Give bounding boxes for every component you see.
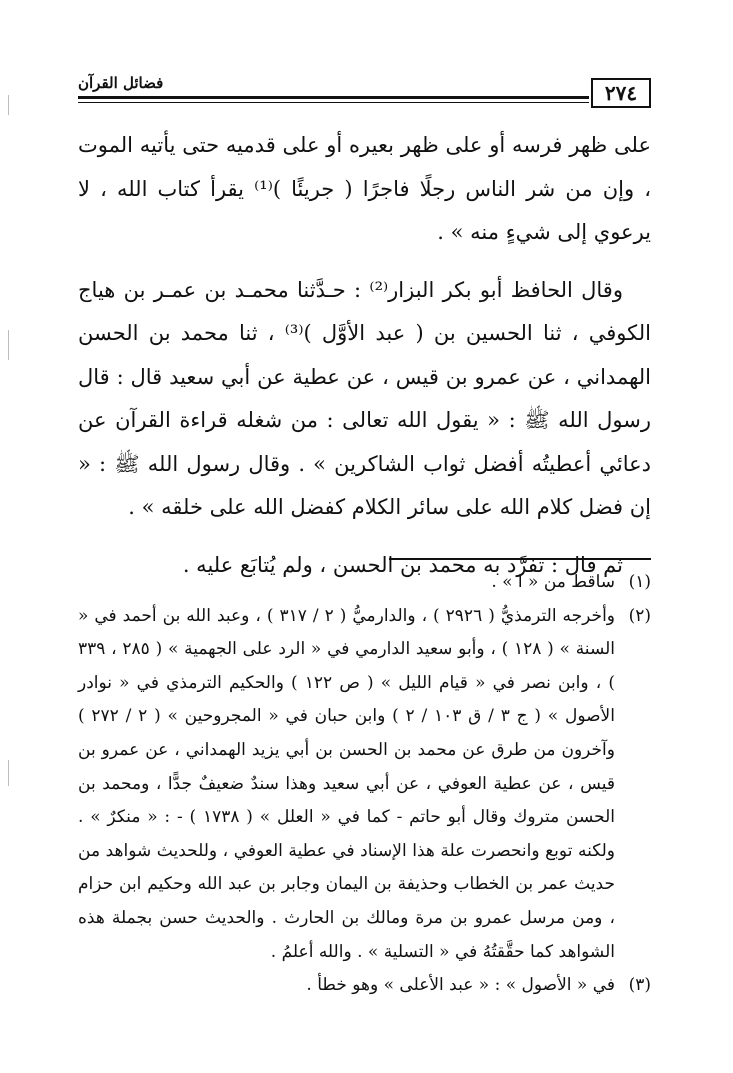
footnote-text: في « الأصول » : « عبد الأعلى » وهو خطأ . xyxy=(306,975,615,996)
header-rule-thin xyxy=(78,102,589,103)
gutter-mark xyxy=(8,95,9,115)
gutter-mark xyxy=(8,760,9,786)
footnote-item xyxy=(78,969,651,1003)
footnote-number: (٣) xyxy=(628,975,651,996)
paragraph: وقال الحافظ أبو بكر البزار⁽²⁾ : حـدَّثنا محمـد بن عمـر بن هياج الكوفي ، ثنا الحسين بن ( عبد الأوَّل )⁽³⁾ ، ثنا محمد بن الحسن الهمداني ، عن عمرو بن قيس ، عن عطية عن أبي سعيد قال : قال رسول الله ﷺ : « يقول الله تعالى : من شغله قراءة القرآن عن دعائي أعطيتُه أفضل ثواب الشاكرين » . وقال رسول الله ﷺ : « إن فضل كلام الله على سائر الكلام كفضل الله على خلقه » . xyxy=(78,277,651,519)
footnote-text: وأخرجه الترمذيُّ ( ٢٩٢٦ ) ، والدارميُّ ( ٢ / ٣١٧ ) ، وعبد الله بن أحمد في « السنة » ( ١٢٨ ) ، وأبو سعيد الدارمي في « الرد على الجهمية » ( ٢٨٥ ، ٣٣٩ ) ، وابن نصر في « قيام الليل » ( ص ١٢٢ ) والحكيم الترمذي في « نوادر الأصول » ( ج ٣ / ق ١٠٣ / ٢ ) وابن حبان في « المجروحين » ( ٢ / ٢٧٢ ) وآخرون من طرق عن محمد بن الحسن بن أبي يزيد الهمداني ، عن عمرو بن قيس ، عن عطية العوفي ، عن أبي سعيد وهذا سندٌ ضعيفٌ جدًّا ، ومحمد بن الحسن متروك وقال أبو حاتم - كما في « العلل » ( ١٧٣٨ ) - : « منكرٌ » . ولكنه توبع وانحصرت علة هذا الإسناد في عطية العوفي ، وللحديث شواهد من حديث عمر بن الخطاب وحذيفة بن اليمان وجابر بن عبد الله وحكيم ابن حزام ، ومن مرسل عمرو بن مرة ومالك بن الحارث . والحديث حسن بجملة هذه الشواهد كما حقَّقتُهُ في « التسلية » . والله أعلمُ . xyxy=(78,605,616,962)
header-rule-thick xyxy=(78,96,589,99)
page-header xyxy=(78,72,651,112)
footnote-item xyxy=(78,600,651,970)
gutter-mark xyxy=(8,330,9,360)
paragraph: على ظهر فرسه أو على ظهر بعيره أو على قدميه حتى يأتيه الموت ، وإن من شر الناس رجلًا فاجرًا ( جريئًا )⁽¹⁾ يقرأ كتاب الله ، لا يرعوي إلى شيءٍ منه » . xyxy=(78,133,651,244)
footnotes xyxy=(78,566,651,1003)
footnote-text: ساقط من « ا » . xyxy=(491,572,615,592)
paragraph: ثم قال : تفرَّد به محمد بن الحسن ، ولم يُتابَع عليه . xyxy=(182,552,623,577)
main-text xyxy=(78,124,651,587)
running-title: فضائل القرآن xyxy=(78,74,164,92)
footnote-item xyxy=(78,566,651,600)
footnote-separator xyxy=(389,558,651,560)
footnote-number: (١) xyxy=(628,572,651,592)
footnote-number: (٢) xyxy=(628,605,651,626)
page-number: ٢٧٤ xyxy=(591,78,651,108)
